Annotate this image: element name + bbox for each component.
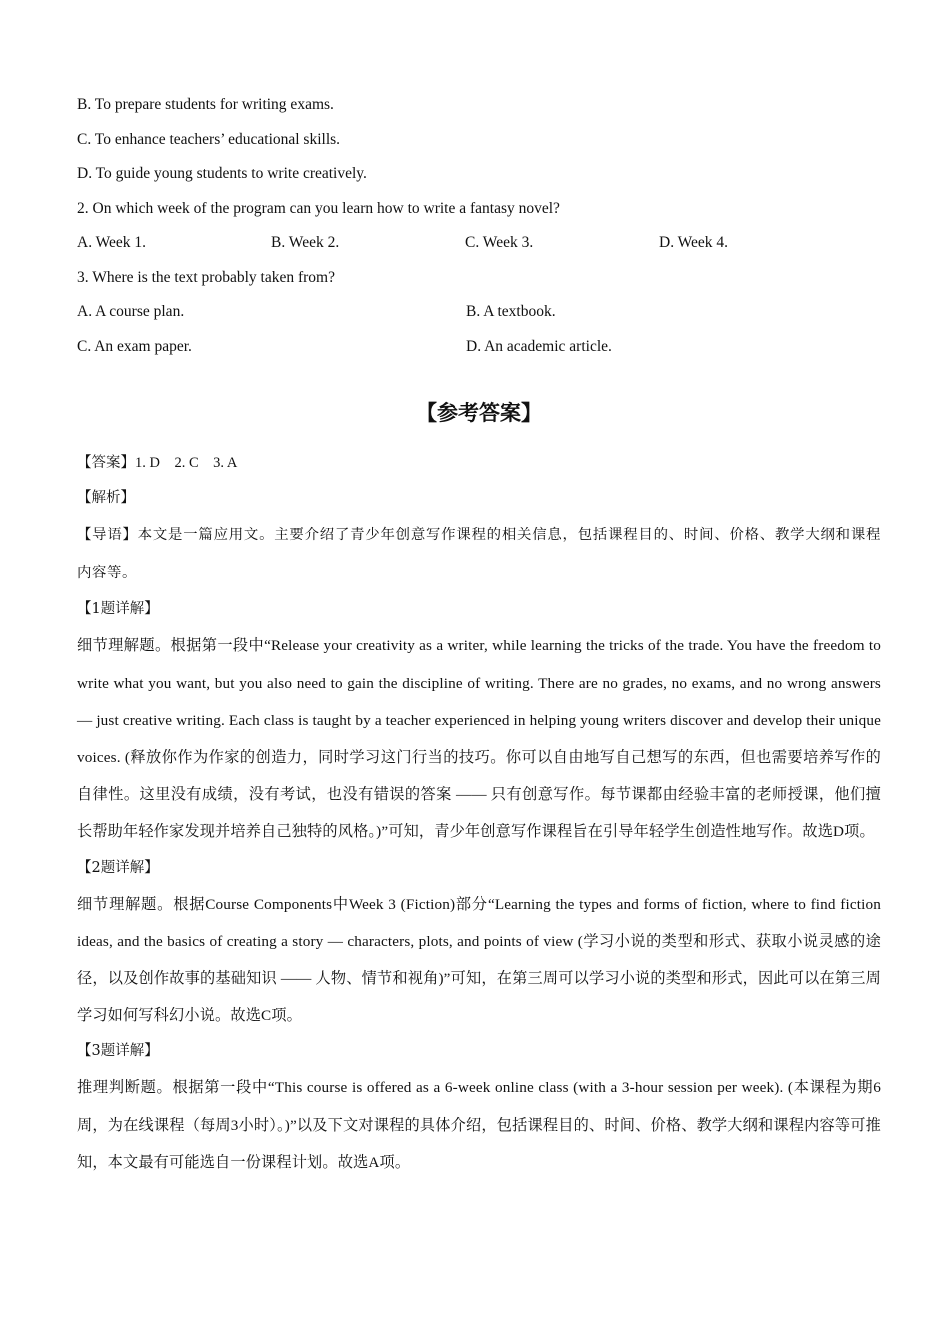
answer-values: 1. D 2. C 3. A bbox=[135, 455, 238, 471]
answer-line bbox=[77, 446, 881, 481]
detail-2-label: 【2题详解】 bbox=[77, 859, 159, 876]
q3-options-row2 bbox=[77, 330, 881, 365]
detail-1-text: 细节理解题。根据第一段中“Release your creativity as a writer, while learning the tricks of the trade. You have the freedom to write what you want, but you also need to gain the discipline of writing. There are no grades, no exams, and no wrong answers — just creative writing. Each class is taught by a teacher experienced in helping young writers discover and develop their unique voices. (释放你作为作家的创造力，同时学习这门行当的技巧。你可以自由地写自己想写的东西，但也需要培养写作的自律性。这里没有成绩，没有考试，也没有错误的答案 —— 只有创意写作。每节课都由经验丰富的老师授课，他们擅长帮助年轻作家发现并培养自己独特的风格。)”可知，青少年创意写作课程旨在引导年轻学生创造性地写作。故选D项。 bbox=[77, 637, 881, 841]
q3-options-row1 bbox=[77, 295, 881, 330]
intro-paragraph bbox=[77, 516, 881, 592]
document-page bbox=[77, 88, 881, 1181]
detail-3-text: 推理判断题。根据第一段中“This course is offered as a 6-week online class (with a 3-hour session per week). (本课程为期6周，为在线课程（每周3小时）。)”以及下文对课程的具体介绍，包括课程目的、时间、价格、教学大纲和课程内容等可推知，本文最有可能选自一份课程计划。故选A项。 bbox=[77, 1079, 881, 1171]
q2-question: 2. On which week of the program can you learn how to write a fantasy novel? bbox=[77, 199, 560, 217]
detail-1-label: 【1题详解】 bbox=[77, 601, 159, 618]
q1-option-c: C. To enhance teachers’ educational skills. bbox=[77, 130, 341, 148]
q2-option-b: B. Week 2. bbox=[271, 234, 340, 251]
answer-heading: 【参考答案】 bbox=[416, 400, 542, 425]
q1-option-d: D. To guide young students to write creatively. bbox=[77, 165, 367, 182]
q3-option-c: C. An exam paper. bbox=[77, 337, 192, 355]
analysis-label: 【解析】 bbox=[77, 490, 135, 506]
q3-question: 3. Where is the text probably taken from? bbox=[77, 268, 335, 286]
q2-option-d: D. Week 4. bbox=[659, 234, 729, 251]
q2-option-a: A. Week 1. bbox=[77, 234, 147, 251]
detail-3-label: 【3题详解】 bbox=[77, 1043, 159, 1060]
intro-text: 本文是一篇应用文。主要介绍了青少年创意写作课程的相关信息，包括课程目的、时间、价格、教学大纲和课程内容等。 bbox=[77, 527, 882, 582]
q2-option-c: C. Week 3. bbox=[465, 234, 534, 251]
q3-option-d: D. An academic article. bbox=[466, 337, 612, 355]
q2-options bbox=[77, 226, 881, 261]
q1-option-b: B. To prepare students for writing exams. bbox=[77, 96, 334, 113]
q3-option-a: A. A course plan. bbox=[77, 303, 185, 320]
detail-2-text: 细节理解题。根据Course Components中Week 3 (Fiction)部分“Learning the types and forms of fiction, where to find fiction ideas, and the basics of creating a story — characters, plots, and points of view (学习小说的类型和形式、获取小说灵感的途径，以及创作故事的基础知识 —— 人物、情节和视角)”可知，在第三周可以学习小说的类型和形式，因此可以在第三周学习如何写科幻小说。故选C项。 bbox=[77, 895, 881, 1025]
intro-label: 【导语】 bbox=[77, 527, 138, 543]
q3-option-b: B. A textbook. bbox=[466, 303, 556, 320]
answer-label: 【答案】 bbox=[77, 455, 135, 471]
